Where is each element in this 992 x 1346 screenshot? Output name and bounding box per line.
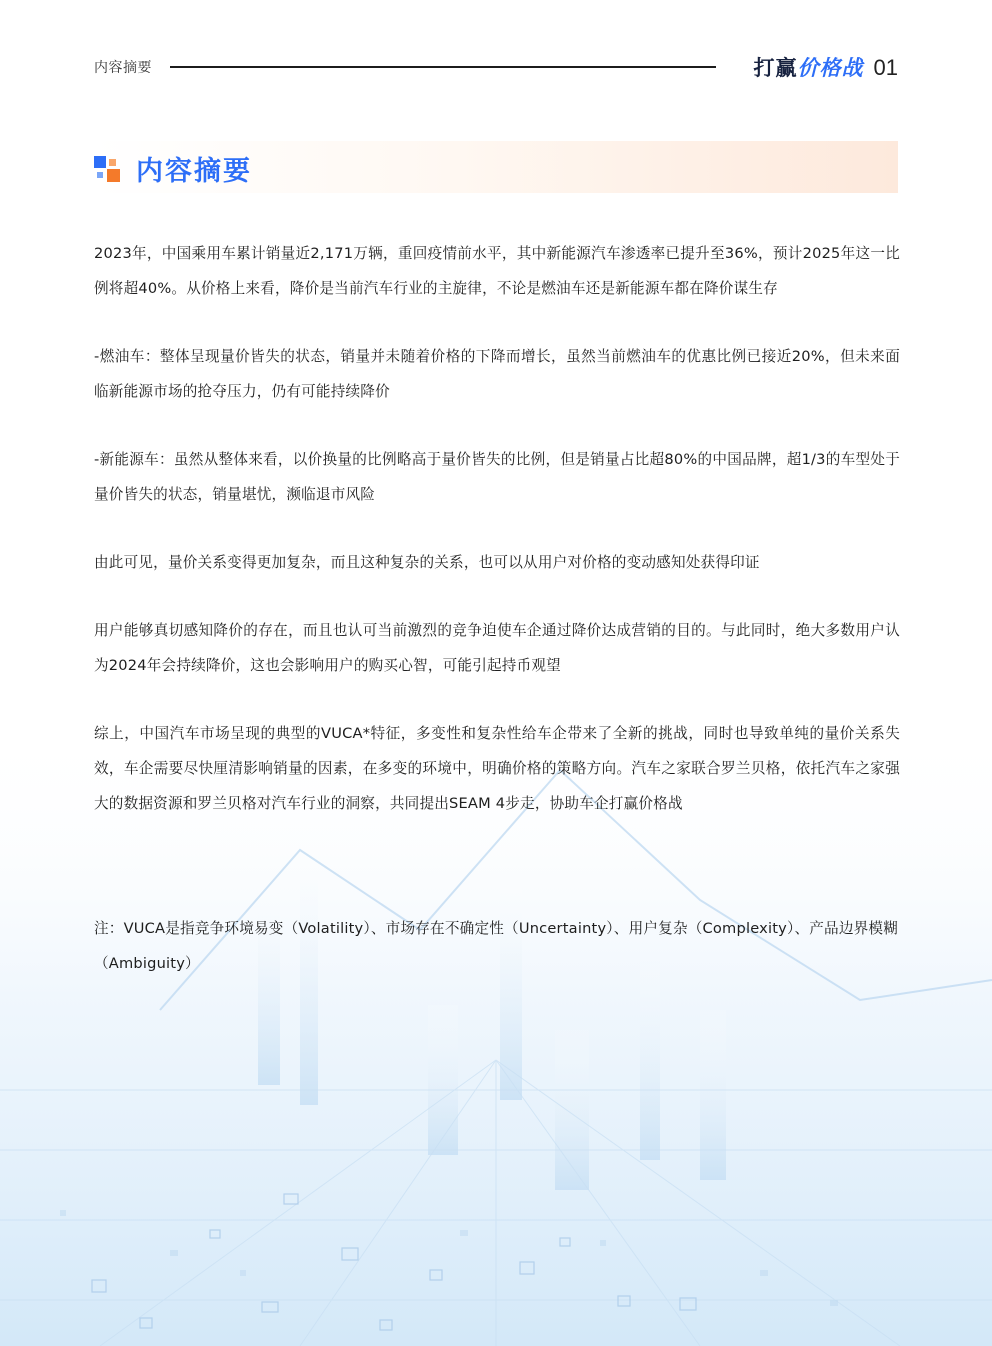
brand-title-part2: 价格战 [797,56,864,80]
paragraph-conclusion: 综上，中国汽车市场呈现的典型的VUCA*特征，多变性和复杂性给车企带来了全新的挑战，同时也导致单纯的量价关系失效，车企需要尽快厘清影响销量的因素，在多变的环境中，明确价格的策略方向。汽车之家联合罗兰贝格，依托汽车之家强大的数据资源和罗兰贝格对汽车行业的洞察，共同提出SEAM 4步走，协助车企打赢价格战 [94,725,900,812]
paragraph-market-overview: 2023年，中国乘用车累计销量近2,171万辆，重回疫情前水平，其中新能源汽车渗透率已提升至36%，预计2025年这一比例将超40%。从价格上来看，降价是当前汽车行业的主旋律，不论是燃油车还是新能源车都在降价谋生存 [94,245,900,297]
header-divider [170,66,716,68]
footnote-vuca: 注：VUCA是指竞争环境易变（Volatility）、市场存在不确定性（Uncertainty）、用户复杂（Complexity）、产品边界模糊（Ambiguity） [94,920,899,972]
paragraph-price-volume-relation: 由此可见，量价关系变得更加复杂，而且这种复杂的关系，也可以从用户对价格的变动感知处获得印证 [94,554,760,571]
orange-blue-squares-icon [94,156,120,182]
page-number: 01 [873,55,898,80]
brand-title-part1: 打赢 [753,56,798,80]
summary-content [94,236,900,854]
page-header [94,52,898,82]
header-section-label: 内容摘要 [94,60,152,76]
section-title-bar [94,141,898,193]
paragraph-user-perception: 用户能够真切感知降价的存在，而且也认可当前激烈的竞争迫使车企通过降价达成营销的目的。与此同时，绝大多数用户认为2024年会持续降价，这也会影响用户的购买心智，可能引起持币观望 [94,622,900,674]
paragraph-fuel-vehicles: -燃油车：整体呈现量价皆失的状态，销量并未随着价格的下降而增长，虽然当前燃油车的优惠比例已接近20%，但未来面临新能源市场的抢夺压力，仍有可能持续降价 [94,348,900,400]
section-title: 内容摘要 [136,156,252,187]
header-brand [754,52,898,82]
paragraph-new-energy-vehicles: -新能源车：虽然从整体来看，以价换量的比例略高于量价皆失的比例，但是销量占比超80%的中国品牌，超1/3的车型处于量价皆失的状态，销量堪忧，濒临退市风险 [94,451,900,503]
